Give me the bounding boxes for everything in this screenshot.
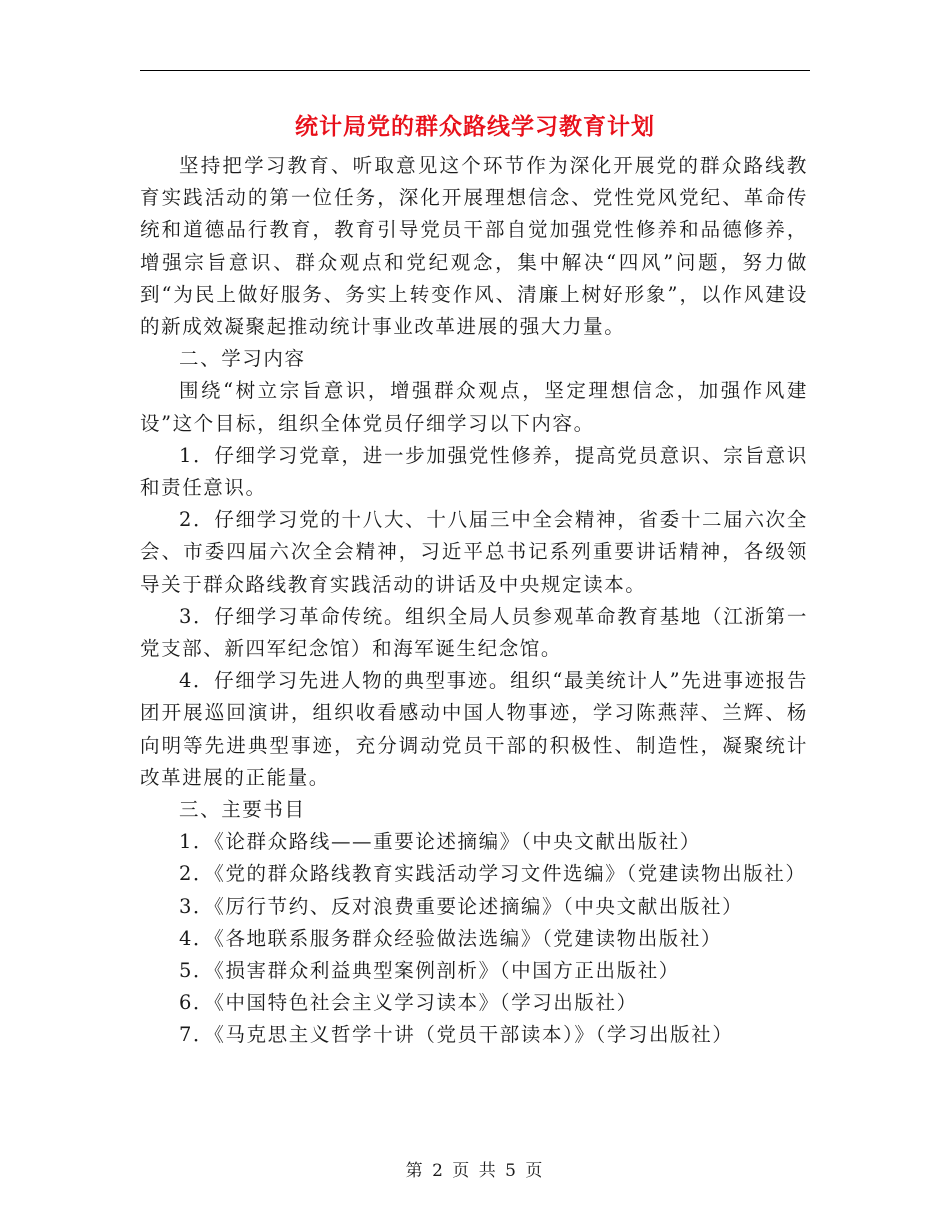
section-heading-books: 三、主要书目: [179, 798, 306, 822]
book-item-4: 4．《各地联系服务群众经验做法选编》（党建读物出版社）: [179, 926, 723, 950]
book-item-7: 7．《马克思主义哲学十讲（党员干部读本）》（学习出版社）: [179, 1023, 734, 1047]
book-item-6: 6．《中国特色社会主义学习读本》（学习出版社）: [179, 991, 638, 1015]
book-item-3: 3．《厉行节约、反对浪费重要论述摘编》（中央文献出版社）: [179, 894, 744, 918]
study-item-2: 2．仔细学习党的十八大、十八届三中全会精神，省委十二届六次全会、市委四届六次全会精神，习近平总书记系列重要讲话精神，各级领导关于群众路线教育实践活动的讲话及中央规定读本。: [140, 508, 808, 596]
intro-paragraph: 坚持把学习教育、听取意见这个环节作为深化开展党的群众路线教育实践活动的第一位任务，深化开展理想信念、党性党风党纪、革命传统和道德品行教育，教育引导党员干部自觉加强党性修养和品德修养，增强宗旨意识、群众观点和党纪观念，集中解决“四风”问题，努力做到“为民上做好服务、务实上转变作风、清廉上树好形象”，以作风建设的新成效凝聚起推动统计事业改革进展的强大力量。: [140, 154, 808, 339]
book-item-5: 5．《损害群众利益典型案例剖析》（中国方正出版社）: [179, 959, 680, 983]
study-item-3: 3．仔细学习革命传统。组织全局人员参观革命教育基地（江浙第一党支部、新四军纪念馆）和海军诞生纪念馆。: [140, 604, 808, 661]
document-body: [140, 150, 808, 1052]
study-goal-paragraph: 围绕“树立宗旨意识，增强群众观点，坚定理想信念，加强作风建设”这个目标，组织全体党员仔细学习以下内容。: [140, 379, 808, 435]
section-heading-study-content: 二、学习内容: [179, 347, 306, 371]
study-item-4: 4．仔细学习先进人物的典型事迹。组织“最美统计人”先进事迹报告团开展巡回演讲，组织收看感动中国人物事迹，学习陈燕萍、兰辉、杨向明等先进典型事迹，充分调动党员干部的积极性、制造性，凝聚统计改革进展的正能量。: [140, 669, 808, 789]
page-number: 第 2 页 共 5 页: [405, 1161, 545, 1181]
book-item-2: 2．《党的群众路线教育实践活动学习文件选编》（党建读物出版社）: [179, 862, 807, 886]
document-title: 统计局党的群众路线学习教育计划: [295, 114, 655, 140]
book-item-1: 1．《论群众路线——重要论述摘编》（中央文献出版社）: [179, 830, 702, 854]
study-item-1: 1．仔细学习党章，进一步加强党性修养，提高党员意识、宗旨意识和责任意识。: [140, 443, 808, 500]
header-rule: [140, 70, 810, 71]
